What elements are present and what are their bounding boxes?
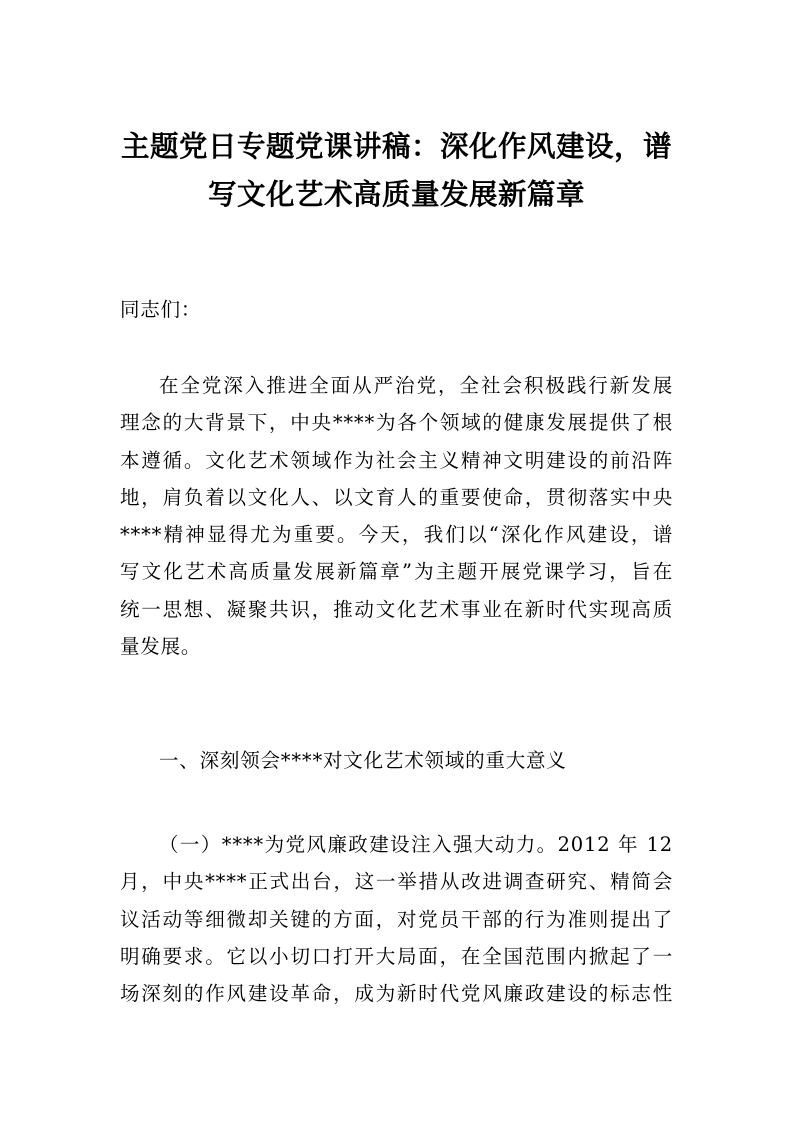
paragraph-line: 理念的大背景下，中央****为各个领域的健康发展提供了根 [120, 411, 673, 435]
paragraph-line: 月，中央****正式出台，这一举措从改进调查研究、精简会 [120, 870, 673, 894]
paragraph-line: 本遵循。文化艺术领域作为社会主义精神文明建设的前沿阵 [120, 448, 673, 472]
title-line: 主题党日专题党课讲稿：深化作风建设，谱 [120, 129, 672, 163]
paragraph-line: 统一思想、凝聚共识，推动文化艺术事业在新时代实现高质 [120, 597, 673, 621]
paragraph-line: 场深刻的作风建设革命，成为新时代党风廉政建设的标志性 [120, 982, 673, 1006]
document-title [90, 122, 703, 218]
paragraph-line: 量发展。 [120, 635, 202, 659]
body-paragraph-1 [120, 367, 673, 665]
body-paragraph-2 [120, 826, 673, 1012]
paragraph-line: 写文化艺术高质量发展新篇章”为主题开展党课学习，旨在 [120, 560, 673, 584]
title-line: 写文化艺术高质量发展新篇章 [207, 177, 585, 211]
paragraph-line: 明确要求。它以小切口打开大局面，在全国范围内掀起了一 [120, 944, 673, 968]
paragraph-line: 议活动等细微却关键的方面，对党员干部的行为准则提出了 [120, 907, 673, 931]
paragraph-line: ****精神显得尤为重要。今天，我们以“深化作风建设，谱 [120, 523, 673, 547]
paragraph-line: 地，肩负着以文化人、以文育人的重要使命，贯彻落实中央 [120, 485, 673, 509]
section-heading: 一、深刻领会****对文化艺术领域的重大意义 [159, 749, 567, 772]
paragraph-line: 在全党深入推进全面从严治党，全社会积极践行新发展 [159, 374, 673, 397]
salutation: 同志们： [120, 298, 202, 321]
paragraph-line: （一）****为党风廉政建设注入强大动力。2012 年 12 [159, 833, 673, 856]
